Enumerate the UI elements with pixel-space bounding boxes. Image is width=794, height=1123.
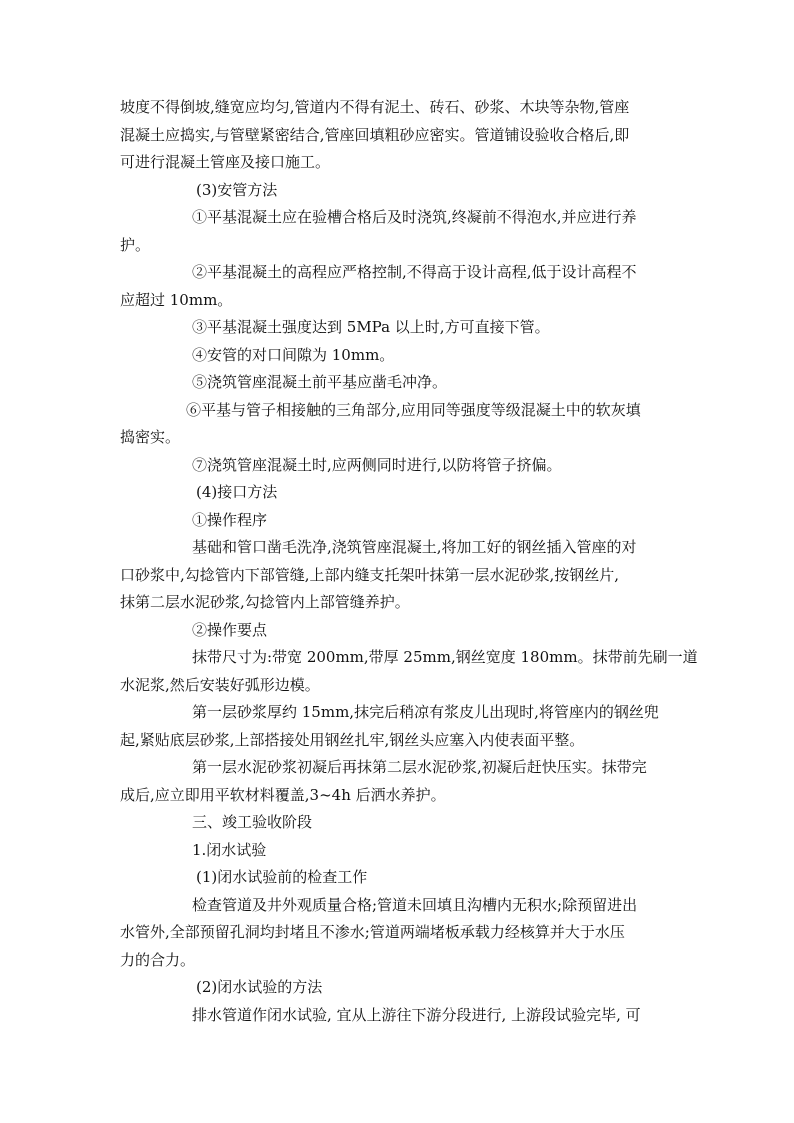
paragraph-line: ②平基混凝土的高程应严格控制,不得高于设计高程,低于设计高程不 [192,263,637,281]
paragraph-line: 第一层砂浆厚约 15mm,抹完后稍凉有浆皮儿出现时,将管座内的钢丝兜 [192,703,659,721]
paragraph-line: 混凝土应捣实,与管壁紧密结合,管座回填粗砂应密实。管道铺设验收合格后,即 [120,125,630,144]
subsection-heading: (1)闭水试验前的检查工作 [196,868,368,886]
paragraph-line: 水泥浆,然后安装好弧形边模。 [120,675,320,694]
paragraph-line: 检查管道及井外观质量合格;管道未回填且沟槽内无积水;除预留进出 [192,895,638,914]
paragraph-line: 应超过 10mm。 [120,290,233,309]
paragraph-line: 抹带尺寸为:带宽 200mm,带厚 25mm,钢丝宽度 180mm。抹带前先刷一道 [192,648,698,666]
paragraph-line: ⑦浇筑管座混凝土时,应两侧同时进行,以防将管子挤偏。 [192,455,562,474]
paragraph-line: 可进行混凝土管座及接口施工。 [120,153,331,171]
paragraph-line: 起,紧贴底层砂浆,上部搭接处用钢丝扎牢,钢丝头应塞入内使表面平整。 [120,730,585,749]
paragraph-line: 水管外,全部预留孔洞均封堵且不渗水;管道两端堵板承载力经核算并大于水压 [120,923,625,941]
paragraph-line: 抹第二层水泥砂浆,勾捻管内上部管缝养护。 [120,593,410,611]
paragraph-line: 基础和管口凿毛洗净,浇筑管座混凝土,将加工好的钢丝插入管座的对 [192,538,637,556]
section-heading: 1.闭水试验 [192,840,267,859]
paragraph-line: 捣密实。 [120,428,181,446]
paragraph-line: 力的合力。 [120,950,196,969]
section-heading: (4)接口方法 [196,483,278,501]
paragraph-line: ⑤浇筑管座混凝土前平基应凿毛冲净。 [192,373,448,391]
paragraph-line: ④安管的对口间隙为 10mm。 [192,345,395,364]
paragraph-line: 护。 [120,235,151,254]
subsection-heading: ①操作程序 [192,510,268,529]
paragraph-line: ③平基混凝土强度达到 5MPa 以上时,方可直接下管。 [192,318,550,336]
subsection-heading: (2)闭水试验的方法 [196,978,323,996]
section-heading: (3)安管方法 [196,180,278,199]
subsection-heading: ②操作要点 [192,620,268,639]
paragraph-line: ⑥平基与管子相接触的三角部分,应用同等强度等级混凝土中的软灰填 [186,400,641,419]
body-text [120,94,698,1029]
chapter-heading: 三、竣工验收阶段 [192,813,313,831]
paragraph-line: 口砂浆中,勾捻管内下部管缝,上部内缝支托架叶抹第一层水泥砂浆,按钢丝片, [120,565,620,584]
paragraph-line: 坡度不得倒坡,缝宽应均匀,管道内不得有泥土、砖石、砂浆、木块等杂物,管座 [120,98,630,116]
paragraph-line: 排水管道作闭水试验, 宜从上游往下游分段进行, 上游段试验完毕, 可 [192,1005,641,1024]
paragraph-line: 成后,应立即用平软材料覆盖,3~4h 后洒水养护。 [120,785,446,804]
paragraph-line: ①平基混凝土应在验槽合格后及时浇筑,终凝前不得泡水,并应进行养 [192,208,637,226]
paragraph-line: 第一层水泥砂浆初凝后再抹第二层水泥砂浆,初凝后赶快压实。抹带完 [192,758,647,776]
